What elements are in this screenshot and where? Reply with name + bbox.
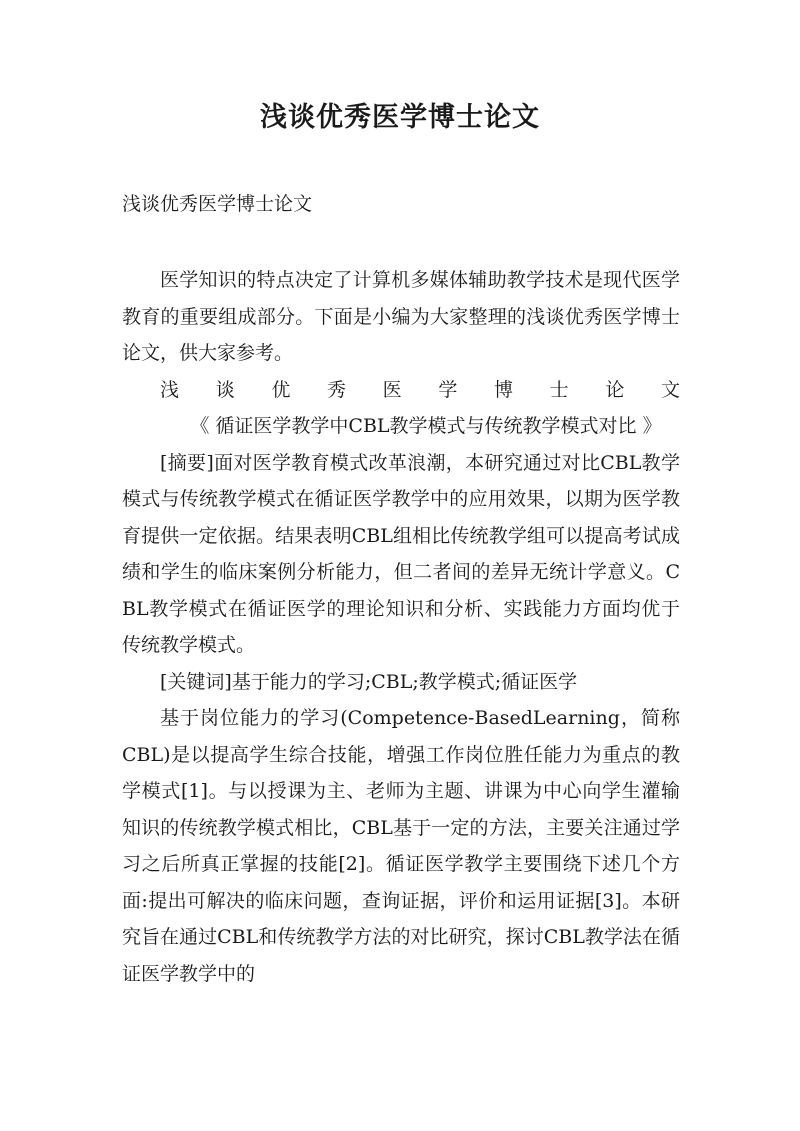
- intro-paragraph: 医学知识的特点决定了计算机多媒体辅助教学技术是现代医学教育的重要组成部分。下面是小编为大家整理的浅谈优秀医学博士论文，供大家参考。: [122, 269, 680, 364]
- paper-heading-paragraph: [122, 372, 680, 445]
- abstract-paragraph: [摘要]面对医学教育模式改革浪潮，本研究通过对比CBL教学模式与传统教学模式在循证医学教学中的应用效果，以期为医学教育提供一定依据。结果表明CBL组相比传统教学组可以提高考试成绩和学生的临床案例分析能力，但二者间的差异无统计学意义。CBL教学模式在循证医学的理论知识和分析、实践能力方面均优于传统教学模式。: [122, 451, 680, 656]
- document-body: [122, 262, 680, 992]
- keywords-paragraph: [关键词]基于能力的学习;CBL;教学模式;循证医学: [160, 670, 578, 693]
- document-subtitle: 浅谈优秀医学博士论文: [122, 193, 313, 215]
- paper-heading-prefix: 浅谈优秀医学博士论文: [160, 378, 680, 401]
- paper-heading-title: 《 循证医学教学中CBL教学模式与传统教学模式对比 》: [190, 415, 662, 437]
- body-paragraph: 基于岗位能力的学习(Competence-BasedLearning，简称CBL)是以提高学生综合技能，增强工作岗位胜任能力为重点的教学模式[1]。与以授课为主、老师为主题、讲课为中心向学生灌输知识的传统教学模式相比，CBL基于一定的方法，主要关注通过学习之后所真正掌握的技能[2]。循证医学教学主要围绕下述几个方面:提出可解决的临床问题，查询证据，评价和运用证据[3]。本研究旨在通过CBL和传统教学方法的对比研究，探讨CBL教学法在循证医学教学中的: [122, 707, 680, 985]
- document-title: 浅谈优秀医学博士论文: [260, 102, 540, 133]
